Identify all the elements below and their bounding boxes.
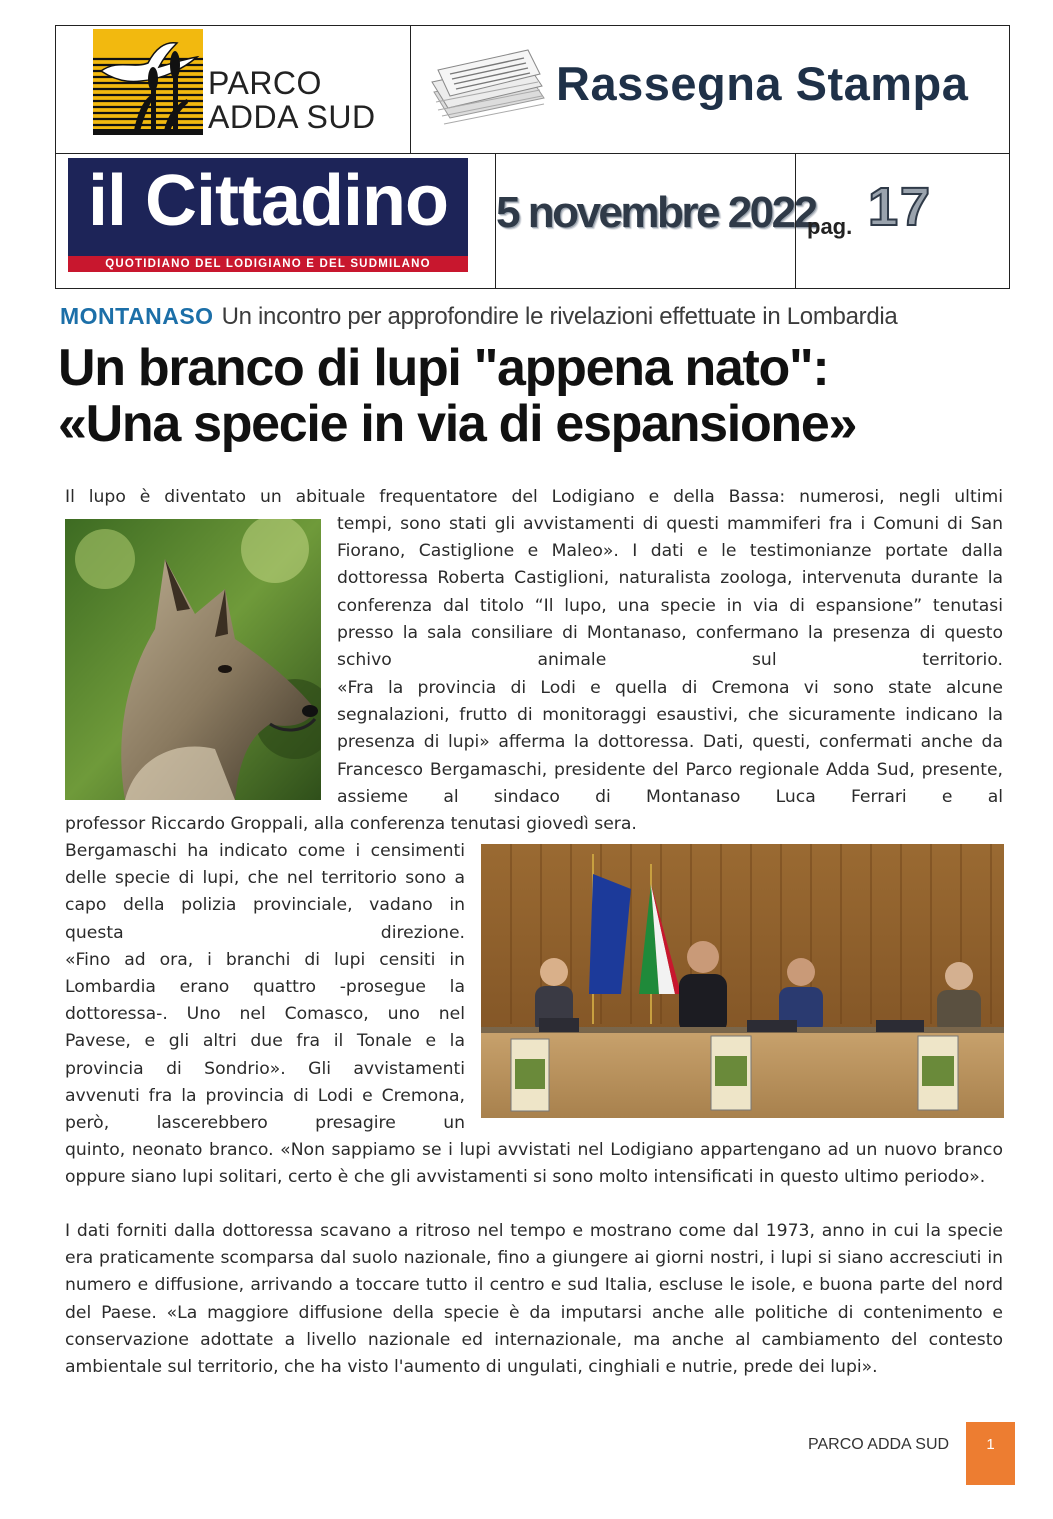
article-paragraph-3: Bergamaschi ha indicato come i censimenti delle specie di lupi, che nel territorio sono a capo della polizia provinciale, vadano in questa direzione.: [65, 841, 465, 943]
article-paragraph-2-end: professor Riccardo Groppali, alla conferenza tenutasi giovedì sera.: [65, 814, 637, 834]
article-paragraph-5: quinto, neonato branco. «Non sappiamo se i lupi avvistati nel Lodigiano appartengano ad un nuovo branco oppure siano lupi solitari, certo è che gli avvistamenti si sono molto intensificati in questo ultimo periodo».: [65, 1140, 1003, 1188]
newspaper-stack-icon: [428, 32, 548, 138]
logo-line-2: ADDA SUD: [208, 99, 376, 135]
article-paragraph-6: I dati forniti dalla dottoressa scavano a ritroso nel tempo e mostrano come dal 1973, anno in cui la specie era praticamente scomparsa dal suolo nazionale, fino a giungere ai giorni nostri, i lupi si siano accresciuti in numero e diffusione, arrivando a toccare tutto il centro e sud Italia, escluse le isole, e buona parte del nord del Paese. «La maggiore diffusione della specie è da imputarsi anche alle politiche di contenimento e conservazione adottate a livello nazionale ed internazionale, ma anche al cambiamento del contesto ambientale sul territorio, che ha visto l'aumento di ungulati, cinghiali e nutrie, prede dei lupi».: [65, 1221, 1003, 1378]
publication-date: 5 novembre 2022: [496, 188, 816, 237]
article-paragraph-opening: Il lupo è diventato un abituale frequentatore del Lodigiano e della Bassa: numerosi, negli ultimi: [65, 487, 1003, 507]
article-paragraph-1: tempi, sono stati gli avvistamenti di questi mammiferi fra i Comuni di San Fiorano, Castiglione e Maleo». I dati e le testimonianze portate dalla dottoressa Roberta Castiglioni, naturalista zoologa, intervenuta durante la conferenza dal titolo “Il lupo, una specie in via di espansione” tenutasi presso la sala consiliare di Montanaso, confermano la presenza di questo schivo animale sul territorio.: [337, 514, 1003, 671]
kicker-place: MONTANASO: [60, 303, 214, 329]
press-review-cell: [410, 25, 1010, 154]
headline-line-1: Un branco di lupi "appena nato":: [58, 339, 829, 397]
wolf-photo: [65, 519, 321, 800]
footer-page-badge: 1: [966, 1422, 1015, 1485]
article-kicker: [60, 303, 897, 331]
article-column: [65, 838, 465, 1137]
logo-line-1: PARCO: [208, 65, 322, 101]
article-paragraph-4: «Fino ad ora, i branchi di lupi censiti in Lombardia erano quattro -prosegue la dottoressa-. Uno nel Comasco, uno nel Pavese, e gli altri due fra il Tonale e la provincia di Sondrio». Gli avvistamenti avvenuti fra la provincia di Lodi e Cremona, però, lascerebbero presagire un: [65, 949, 465, 1134]
conference-image: [481, 844, 1004, 1118]
conference-photo: [481, 844, 1004, 1118]
headline-line-2: «Una specie in via di espansione»: [58, 395, 857, 453]
page-label: pag.: [807, 214, 853, 239]
newspaper-tagline: QUOTIDIANO DEL LODIGIANO E DEL SUDMILANO: [68, 256, 468, 272]
newspaper-cell: [55, 153, 496, 289]
newspaper-name: il Cittadino: [88, 161, 448, 241]
footer-label: PARCO ADDA SUD: [808, 1436, 950, 1453]
park-logo-cell: [55, 25, 411, 154]
page-cell: [795, 153, 1010, 289]
article-paragraph-2: «Fra la provincia di Lodi e quella di Cremona vi sono state alcune segnalazioni, frutto di monitoraggi esaustivi, che sicuramente indicano la presenza di lupi» afferma la dottoressa. Dati, questi, confermati anche da Francesco Bergamaschi, presidente del Parco regionale Adda Sud, presente, assieme al sindaco di Montanaso Luca Ferrari e al: [337, 678, 1003, 807]
page-number: 17: [868, 177, 933, 237]
kicker-text: Un incontro per approfondire le rivelazioni effettuate in Lombardia: [221, 303, 898, 330]
newspaper-masthead: [68, 158, 468, 272]
press-review-title: Rassegna Stampa: [556, 57, 969, 110]
park-logo-text: [208, 66, 376, 134]
article-headline: [58, 340, 856, 452]
date-cell: [495, 153, 816, 289]
wolf-image: [65, 519, 321, 800]
park-logo-icon: [93, 29, 203, 135]
